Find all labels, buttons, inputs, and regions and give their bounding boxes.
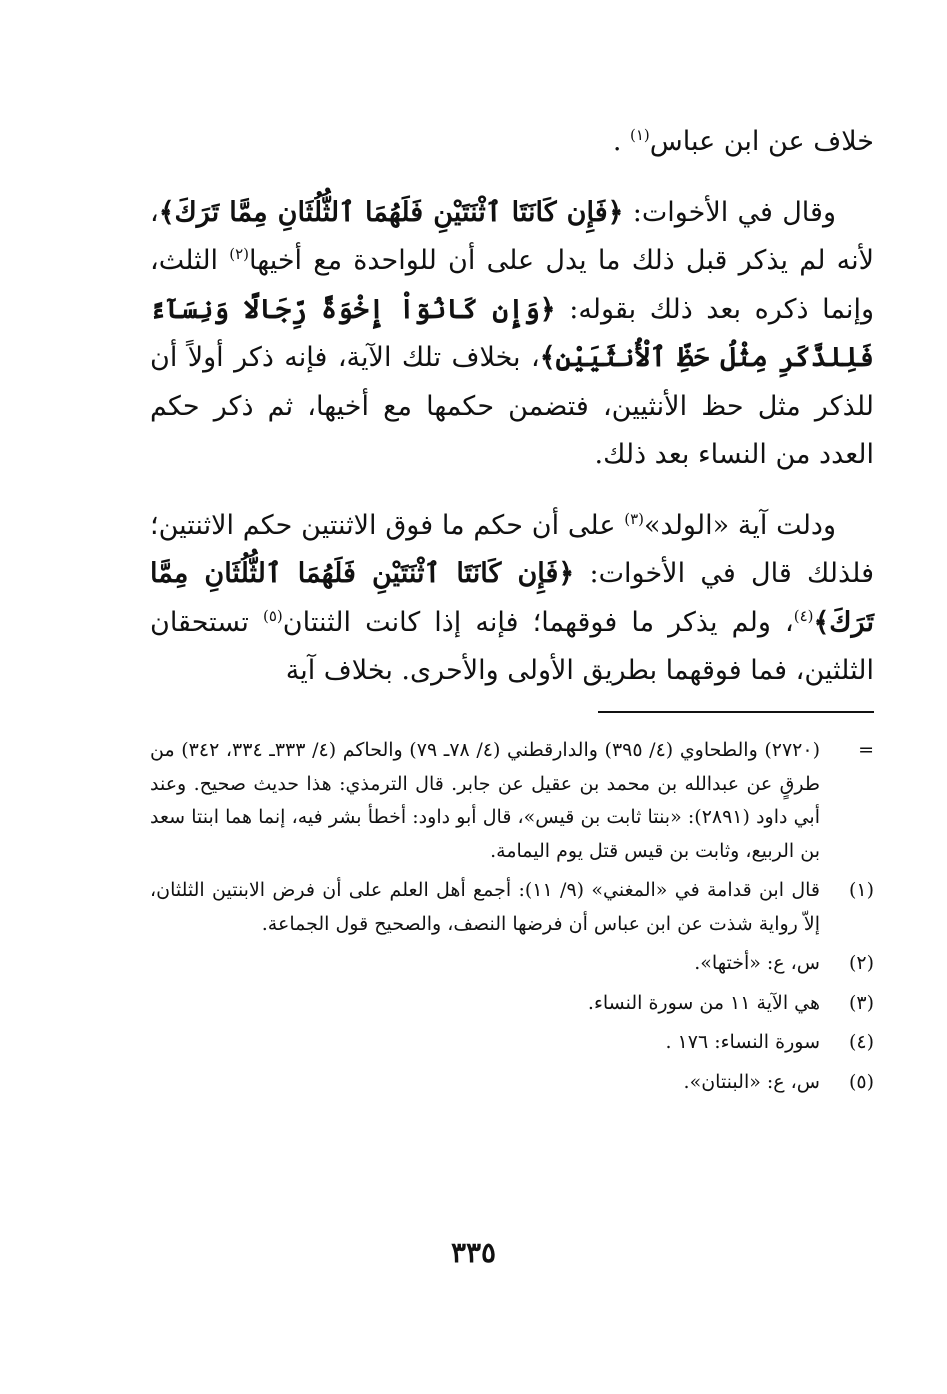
main-text: [150, 118, 874, 718]
footnote-3: [150, 987, 874, 1021]
footnote-4: [150, 1026, 874, 1060]
footnote-ref-4[interactable]: (٤): [793, 606, 814, 625]
quran-verse-2: ﴿وَإِن كَانُوٓاْ إِخْوَةً رِّجَالًا وَنِسَآءً فَلِلذَّكَرِ مِثْلُ حَظِّ ٱلْأُنثَيَيْنِ﴾: [150, 293, 874, 373]
footnote-text: سورة النساء: ١٧٦ .: [665, 1031, 820, 1053]
footnote-ref-3[interactable]: (٣): [624, 509, 644, 528]
footnote-number: (٤): [848, 1031, 874, 1053]
p2-c: الثلث، وإنما ذكره بعد ذلك بقوله:: [150, 245, 874, 325]
p2-b: ، لأنه لم يذكر قبل ذلك ما يدل على أن للواحدة مع أخيها: [150, 196, 874, 276]
footnote-text: هي الآية ١١ من سورة النساء.: [587, 991, 820, 1014]
footnotes: [150, 734, 874, 1105]
quran-verse-1: ﴿فَإِن كَانَتَا ٱثْنَتَيْنِ فَلَهُمَا ٱلثُّلُثَانِ مِمَّا تَرَكَ﴾: [158, 196, 624, 228]
paragraph-3: [150, 502, 874, 696]
p3-b: على أن حكم ما فوق الاثنتين حكم الاثنتين؛ فلذلك قال في الأخوات:: [150, 509, 875, 589]
footnote-ref-5[interactable]: (٥): [262, 606, 283, 625]
p1-text: خلاف عن ابن عباس: [649, 126, 874, 157]
footnote-text: قال ابن قدامة في «المغني» (٩/ ١١): أجمع أهل العلم على أن فرض الابنتين الثلثان، إلاّ رواية شذت عن ابن عباس أن فرضها النصف، والصحيح قول الجماعة.: [150, 879, 820, 935]
footnote-continued: [150, 734, 874, 868]
footnote-separator: [598, 711, 874, 713]
footnote-ref-1[interactable]: (١): [630, 126, 650, 144]
paragraph-2: [150, 189, 874, 480]
p3-c: ، ولم يذكر ما فوقهما؛ فإنه إذا كانت الثنتان: [282, 606, 794, 638]
footnote-2: [150, 947, 874, 981]
footnote-number: (٣): [848, 991, 874, 1014]
footnote-1: [150, 874, 874, 941]
footnote-marker: =: [858, 739, 874, 761]
footnote-number: (١): [848, 879, 874, 901]
footnote-5: [150, 1066, 874, 1100]
footnote-text: (٢٧٢٠) والطحاوي (٤/ ٣٩٥) والدارقطني (٤/ ٧٨ـ ٧٩) والحاكم (٤/ ٣٣٣ـ ٣٣٤، ٣٤٢) من طرقٍ عن عبدالله بن محمد بن عقيل عن جابر. قال الترمذي: هذا حديث صحيح. وعند أبي داود (٢٨٩١): «بنتا ثابت بن قيس»، قال أبو داود: أخطأ بشر فيه، إنما هما ابنتا سعد بن الربيع، وثابت بن قيس قتل يوم اليمامة.: [150, 739, 821, 862]
p2-a: وقال في الأخوات:: [623, 196, 836, 228]
p3-d: تستحقان الثلثين، فما فوقهما بطريق الأولى والأحرى. بخلاف آية: [150, 606, 874, 686]
footnote-text: س، ع: «البنتان».: [683, 1070, 820, 1093]
quran-verse-3: ﴿فَإِن كَانَتَا ٱثْنَتَيْنِ فَلَهُمَا ٱلثُّلُثَانِ مِمَّا تَرَكَ﴾: [150, 558, 874, 638]
footnote-number: (٥): [848, 1070, 874, 1093]
p3-a: ودلت آية «الولد»: [644, 509, 836, 541]
footnote-ref-2[interactable]: (٢): [229, 245, 250, 263]
footnote-number: (٢): [848, 952, 874, 974]
p2-d: ، بخلاف تلك الآية، فإنه ذكر أولاً أن للذكر مثل حظ الأنثيين، فتضمن حكمها مع أخيها، ثم ذكر حكم العدد من النساء بعد ذلك.: [150, 342, 874, 470]
paragraph-1: [150, 118, 874, 167]
page-number: ٣٣٥: [450, 1236, 497, 1269]
p1-end: .: [612, 126, 630, 157]
footnote-text: س، ع: «أختها».: [694, 952, 820, 974]
